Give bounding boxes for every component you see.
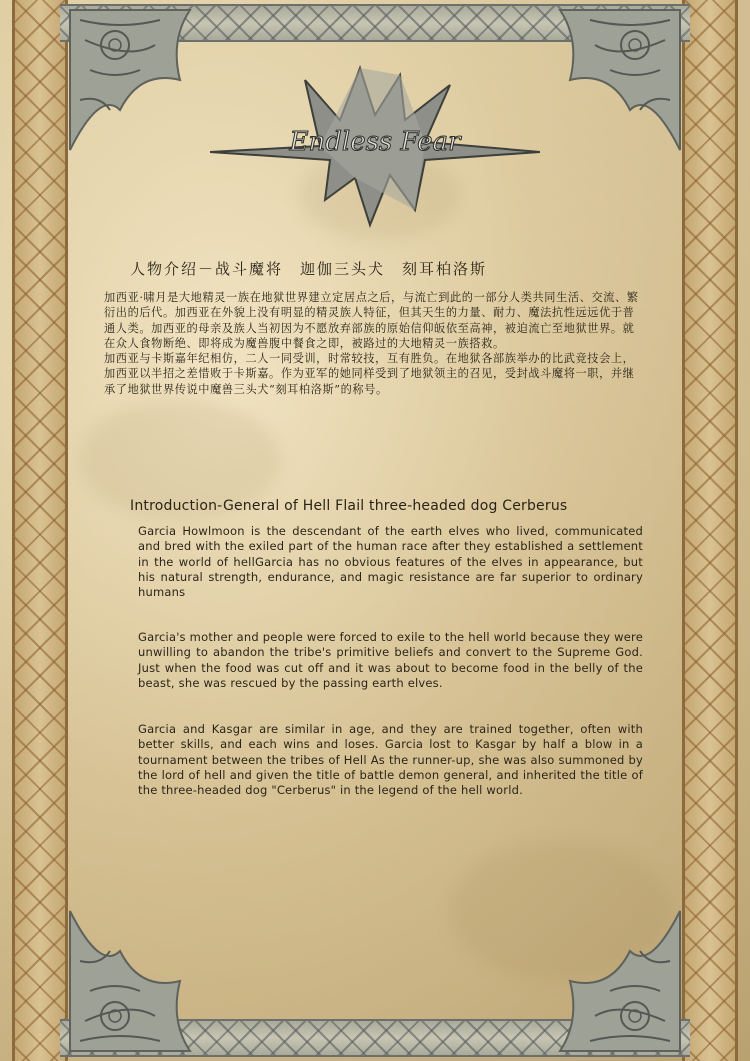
chinese-body [104,290,644,397]
english-paragraph-text: Garcia Howlmoon is the descendant of the earth elves who lived, communicated and bred with the exiled part of the human race after they established a settlement in the world of hellGarcia has no obvious features of the elves in appearance, but his natural strength, endurance, and magic resistance are far superior to ordinary humans [138,524,643,600]
right-knot-border [682,0,738,1061]
logo-text: Endless Fear [289,127,461,157]
celtic-knot-corner-icon [60,901,200,1061]
english-heading: Introduction-General of Hell Flail three-headed dog Cerberus [130,498,568,514]
english-paragraph [138,630,643,691]
english-paragraph [138,524,643,600]
chinese-title: 人物介绍－战斗魔将 迦伽三头犬 刻耳柏洛斯 [130,260,488,278]
spiky-logo-emblem-icon [210,60,540,230]
english-paragraph-text: Garcia and Kasgar are similar in age, and they are trained together, often with better skills, and each wins and loses. Garcia lost to Kasgar by half a blow in a tournament between the tribes of Hell As the runner-up, she was also summoned by the lord of hell and given the title of battle demon general, and inherited the title of the three-headed dog "Cerberus" in the legend of the hell world. [138,722,643,798]
chinese-paragraph: 加西亚·啸月是大地精灵一族在地狱世界建立定居点之后，与流亡到此的一部分人类共同生活、交流、繁衍出的后代。加西亚在外貌上没有明显的精灵族人特征，但其天生的力量、耐力、魔法抗性远远优于普通人类。加西亚的母亲及族人当初因为不愿放弃部族的原始信仰皈依至高神，被迫流亡至地狱世界。就在众人食物断绝、即将成为魔兽腹中餐食之即，被路过的大地精灵一族搭救。 [104,291,639,350]
celtic-knot-corner-icon [550,901,690,1061]
english-paragraph [138,722,643,798]
celtic-knot-corner-icon [60,0,200,160]
english-paragraph-text: Garcia's mother and people were forced to exile to the hell world because they were unwilling to abandon the tribe's primitive beliefs and convert to the Supreme God. Just when the food was cut off and it was about to become food in the belly of the beast, she was rescued by the passing earth elves. [138,630,643,690]
chinese-paragraph: 加西亚与卡斯嘉年纪相仿，二人一同受训，时常较技，互有胜负。在地狱各部族举办的比武竞技会上，加西亚以半招之差惜败于卡斯嘉。作为亚军的她同样受到了地狱领主的召见，受封战斗魔将一职，并继承了地狱世界传说中魔兽三头犬“刻耳柏洛斯”的称号。 [104,352,635,396]
celtic-knot-corner-icon [550,0,690,160]
